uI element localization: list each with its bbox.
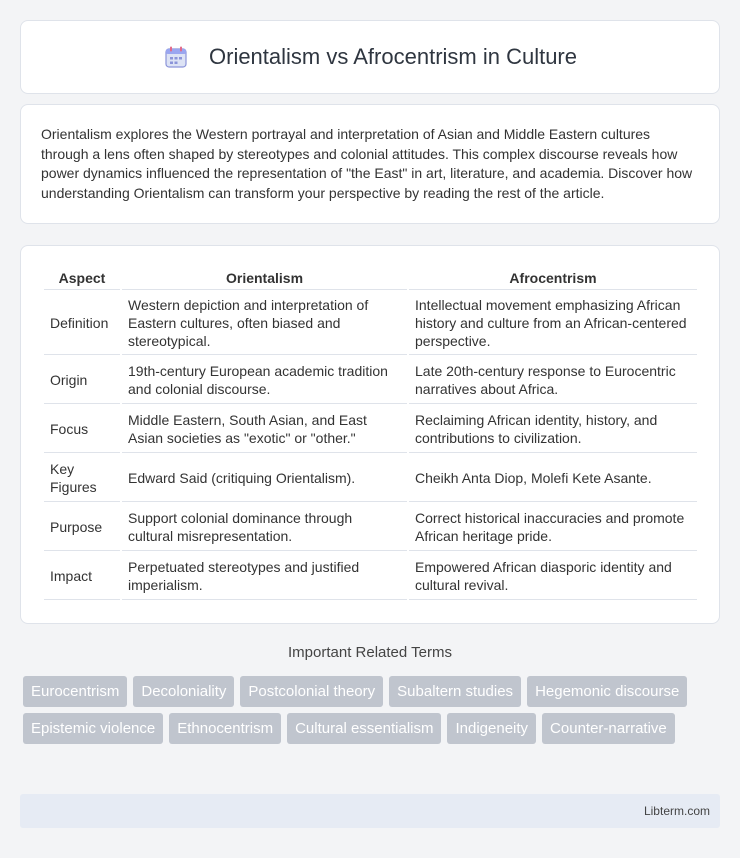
related-term-tag[interactable]: Subaltern studies [389,676,521,707]
row-aspect: Purpose [44,504,120,551]
row-orientalism: Edward Said (critiquing Orientalism). [122,455,407,502]
table-header-row [44,266,697,290]
footer-brand-link[interactable]: Libterm.com [643,804,710,818]
table-row [44,406,697,453]
related-term-tag[interactable]: Cultural essentialism [287,713,441,744]
intro-card [20,104,720,224]
intro-text: Orientalism explores the Western portrayal and interpretation of Asian and Middle Eastern cultures through a lens often shaped by stereotypes and colonial attitudes. This complex discourse reveals how power dynamics influenced the representation of "the East" in art, literature, and academia. Discover how understanding Orientalism can transform your perspective by reading the rest of the article. [41,126,693,201]
footer [20,794,720,828]
table-row [44,292,697,355]
row-aspect: Impact [44,553,120,600]
header-orientalism: Orientalism [122,266,407,290]
row-afrocentrism: Intellectual movement emphasizing African history and culture from an African-centered perspective. [409,292,697,355]
row-orientalism: Middle Eastern, South Asian, and East Asian societies as "exotic" or "other." [122,406,407,453]
row-aspect: Key Figures [44,455,120,502]
header-afrocentrism: Afrocentrism [409,266,697,290]
row-afrocentrism: Reclaiming African identity, history, and contributions to civilization. [409,406,697,453]
related-term-tag[interactable]: Hegemonic discourse [527,676,687,707]
related-terms-list [23,676,723,750]
calendar-icon [163,44,189,70]
row-aspect: Origin [44,357,120,404]
table-row [44,357,697,404]
related-term-tag[interactable]: Eurocentrism [23,676,127,707]
comparison-table [42,264,699,602]
row-orientalism: 19th-century European academic tradition and colonial discourse. [122,357,407,404]
row-orientalism: Perpetuated stereotypes and justified imperialism. [122,553,407,600]
related-terms-title: Important Related Terms [288,644,452,661]
related-term-tag[interactable]: Decoloniality [133,676,234,707]
row-afrocentrism: Cheikh Anta Diop, Molefi Kete Asante. [409,455,697,502]
row-orientalism: Support colonial dominance through cultural misrepresentation. [122,504,407,551]
table-row [44,455,697,502]
row-afrocentrism: Late 20th-century response to Eurocentric narratives about Africa. [409,357,697,404]
related-term-tag[interactable]: Epistemic violence [23,713,163,744]
table-row [44,504,697,551]
header-aspect: Aspect [44,266,120,290]
page-title: Orientalism vs Afrocentrism in Culture [209,44,577,69]
related-term-tag[interactable]: Counter-narrative [542,713,675,744]
row-aspect: Definition [44,292,120,355]
row-afrocentrism: Empowered African diasporic identity and cultural revival. [409,553,697,600]
comparison-table-card [20,245,720,624]
table-row [44,553,697,600]
related-term-tag[interactable]: Indigeneity [447,713,536,744]
related-term-tag[interactable]: Ethnocentrism [169,713,281,744]
row-afrocentrism: Correct historical inaccuracies and promote African heritage pride. [409,504,697,551]
related-term-tag[interactable]: Postcolonial theory [240,676,383,707]
row-aspect: Focus [44,406,120,453]
title-card [20,20,720,94]
row-orientalism: Western depiction and interpretation of Eastern cultures, often biased and stereotypical. [122,292,407,355]
